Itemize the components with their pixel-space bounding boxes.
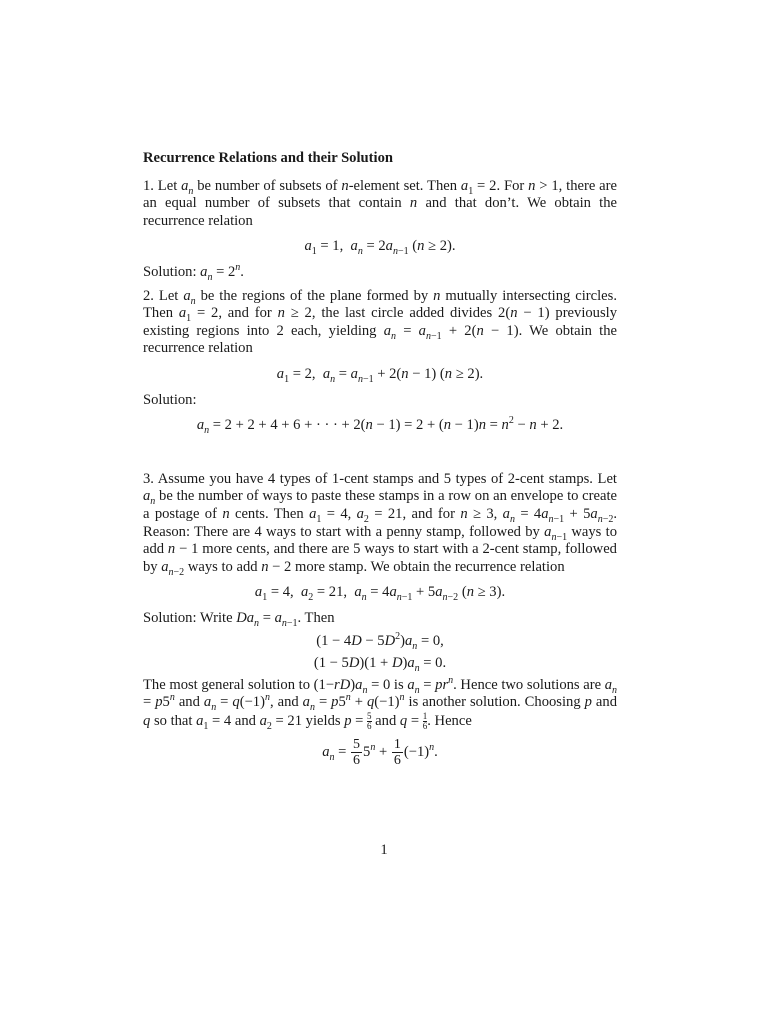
equation-7: $a_n$ = $\frac{5}{6}$ $5^n$ + $\frac{1}{6}$ $(-1)^n$.: [322, 736, 438, 768]
equation-2: $a_1 = 2$, $a_n = a_{n-1} + 2(n - 1) (n \ge 2)$.: [276, 365, 484, 385]
solution-2-label: Solution:: [143, 391, 197, 408]
equation-1: $a_1 = 1$, $a_n = 2a_{n-1}$ (n ≥ 2).: [304, 238, 456, 258]
equation-3: $a_n = 2 + 2 + 4 + 6$ + · · · + $2(n - 1) = 2 + (n - 1)n = n^2 - n + 2$.: [196, 415, 564, 437]
paragraph-3: 3. Assume you have 4 types of 1-cent stamps and 5 types of 2-cent stamps. Let $a_n$ be the number of ways to paste these stamps in a row on an envelope to create a postage of n cents. Then $a_1 = 4$, $a_2 = 21$, and for n ≥ 3, $a_n = 4a_{n-1} + 5a_{n-2}$. Reason: There are 4 ways to start with a penny stamp, followed by $a_{n-1}$ ways to add n − 1 more cents, and there are 5 ways to start with a 2-cent stamp, followed by $a_{n-2}$ ways to add n − 2 more stamp. We obtain the recurrence relation: [143, 470, 618, 578]
solution-1: Solution: $a_n = 2^n$.: [143, 262, 244, 283]
paragraph-4: The most general solution to $(1-rD)a_n = 0$ is $a_n = pr^n$. Hence two solutions are $a_n = p5^n$ and $a_n = q(-1)^n$, and $a_n = p5^n + q(-1)^n$ is another solution. Choosing p and q so that $a_1 = 4$ and $a_2 = 21$ yields p = $\frac{5}{6}$ and q = $\frac{1}{6}$ . Hence: [143, 674, 618, 732]
page-number: 1: [380, 842, 388, 858]
equation-6: $(1 - 5D)(1 + D)a_n = 0$.: [313, 655, 447, 674]
equation-4: $a_1 = 4$, $a_2 = 21$, $a_n = 4a_{n-1} + 5a_{n-2}$ (n ≥ 3).: [254, 584, 506, 604]
document-page: [143, 150, 617, 768]
equation-5: $(1 - 4D - 5D^2)a_n = 0$,: [316, 631, 444, 653]
document-title: Recurrence Relations and their Solution: [143, 150, 393, 166]
paragraph-1: 1. Let $a_n$ be number of subsets of n-element set. Then $a_1 = 2$. For n > 1, there are an equal number of subsets that contain n and that don’t. We obtain the recurrence relation: [143, 177, 617, 229]
solution-3: Solution: Write $Da_n = a_{n-1}$. Then: [143, 609, 335, 629]
paragraph-2: 2. Let $a_n$ be the regions of the plane formed by n mutually intersecting circles. Then $a_1 = 2$, and for n ≥ 2, the last circle added divides 2(n − 1) previously existing regions into 2 each, yielding $a_n = a_{n-1} + 2(n - 1)$. We obtain the recurrence relation: [143, 287, 618, 357]
